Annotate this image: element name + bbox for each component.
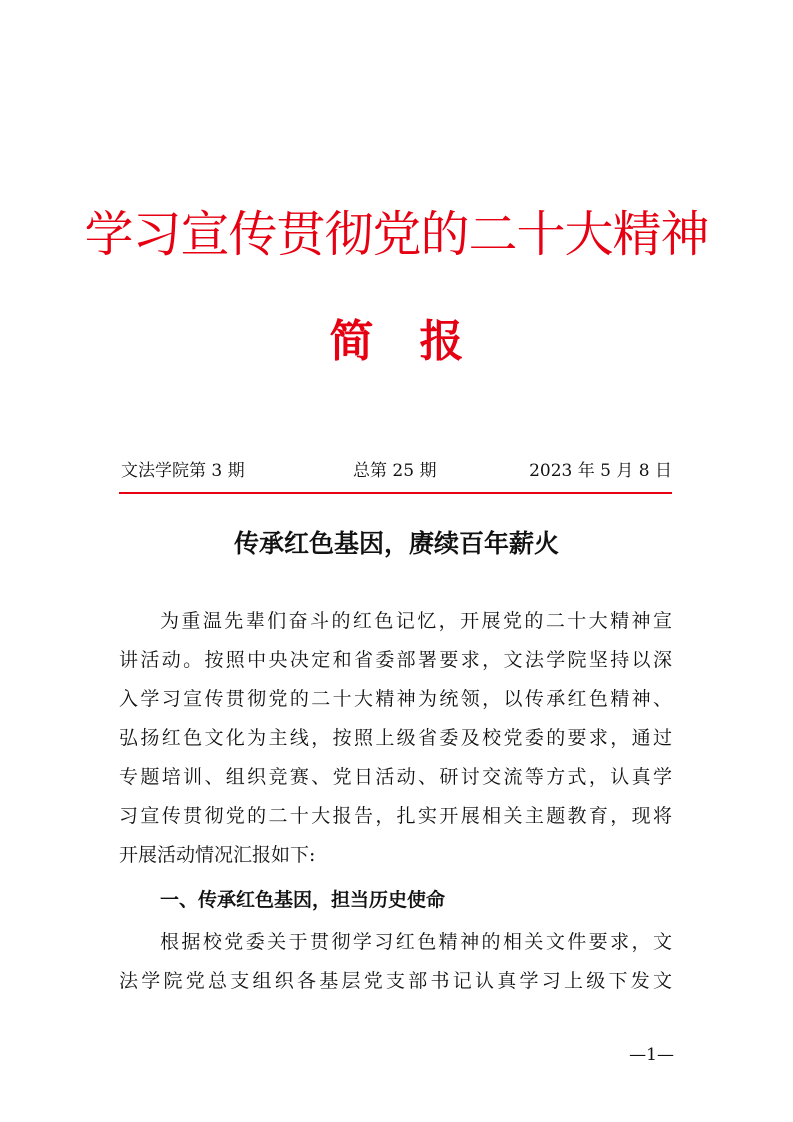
paragraph-line: 开展活动情况汇报如下: [119,844,316,866]
issue-date: 2023 年 5 月 8 日 [529,461,672,481]
issue-unit-number: 文法学院第 3 期 [121,461,245,481]
paragraph-line: 法学院党总支组织各基层党支部书记认真学习上级下发文 [119,970,672,992]
paragraph-line: 根据校党委关于贯彻学习红色精神的相关文件要求，文 [160,931,672,953]
issue-info-line [119,456,672,486]
issue-total-number: 总第 25 期 [353,461,437,481]
masthead-title: 学习宣传贯彻党的二十大精神 [84,206,709,263]
paragraph-line: 习宣传贯彻党的二十大报告，扎实开展相关主题教育，现将 [119,805,672,827]
page-number: —1— [629,1045,674,1065]
paragraph-line: 讲活动。按照中央决定和省委部署要求，文法学院坚持以深 [119,649,672,671]
paragraph-line: 为重温先辈们奋斗的红色记忆，开展党的二十大精神宣 [160,610,672,632]
paragraph-line: 弘扬红色文化为主线，按照上级省委及校党委的要求，通过 [119,727,672,749]
section-heading: 一、传承红色基因，担当历史使命 [160,889,446,911]
paragraph-line: 入学习宣传贯彻党的二十大精神为统领，以传承红色精神、 [119,688,672,710]
red-divider-rule [119,492,672,494]
article-title: 传承红色基因，赓续百年薪火 [233,529,559,558]
paragraph-line: 专题培训、组织竞赛、党日活动、研讨交流等方式，认真学 [119,766,672,788]
masthead-subtitle: 简报 [329,316,510,367]
